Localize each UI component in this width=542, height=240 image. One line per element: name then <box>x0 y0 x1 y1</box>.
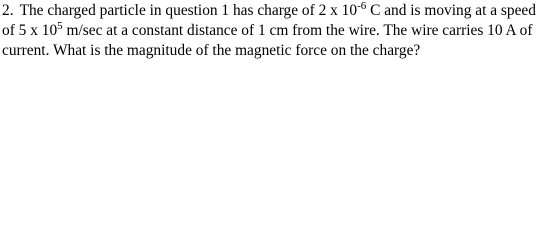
speed-exponent: 5 <box>57 20 63 32</box>
charge-exponent: -6 <box>357 0 367 12</box>
question-text <box>2 1 542 61</box>
question-line-1 <box>2 1 542 21</box>
line1-text-b: C and is moving at a speed <box>366 2 536 19</box>
question-line-3: current. What is the magnitude of the magnetic force on the charge? <box>2 42 421 59</box>
question-line-2 <box>2 21 542 41</box>
line2-text-a: of 5 x 10 <box>2 22 58 39</box>
line2-text-b: m/sec at a constant distance of 1 cm from the wire. The wire carries 10 A of <box>62 22 533 39</box>
line1-text-a: The charged particle in question 1 has charge of 2 x 10 <box>19 2 358 19</box>
question-number: 2. <box>2 2 14 19</box>
